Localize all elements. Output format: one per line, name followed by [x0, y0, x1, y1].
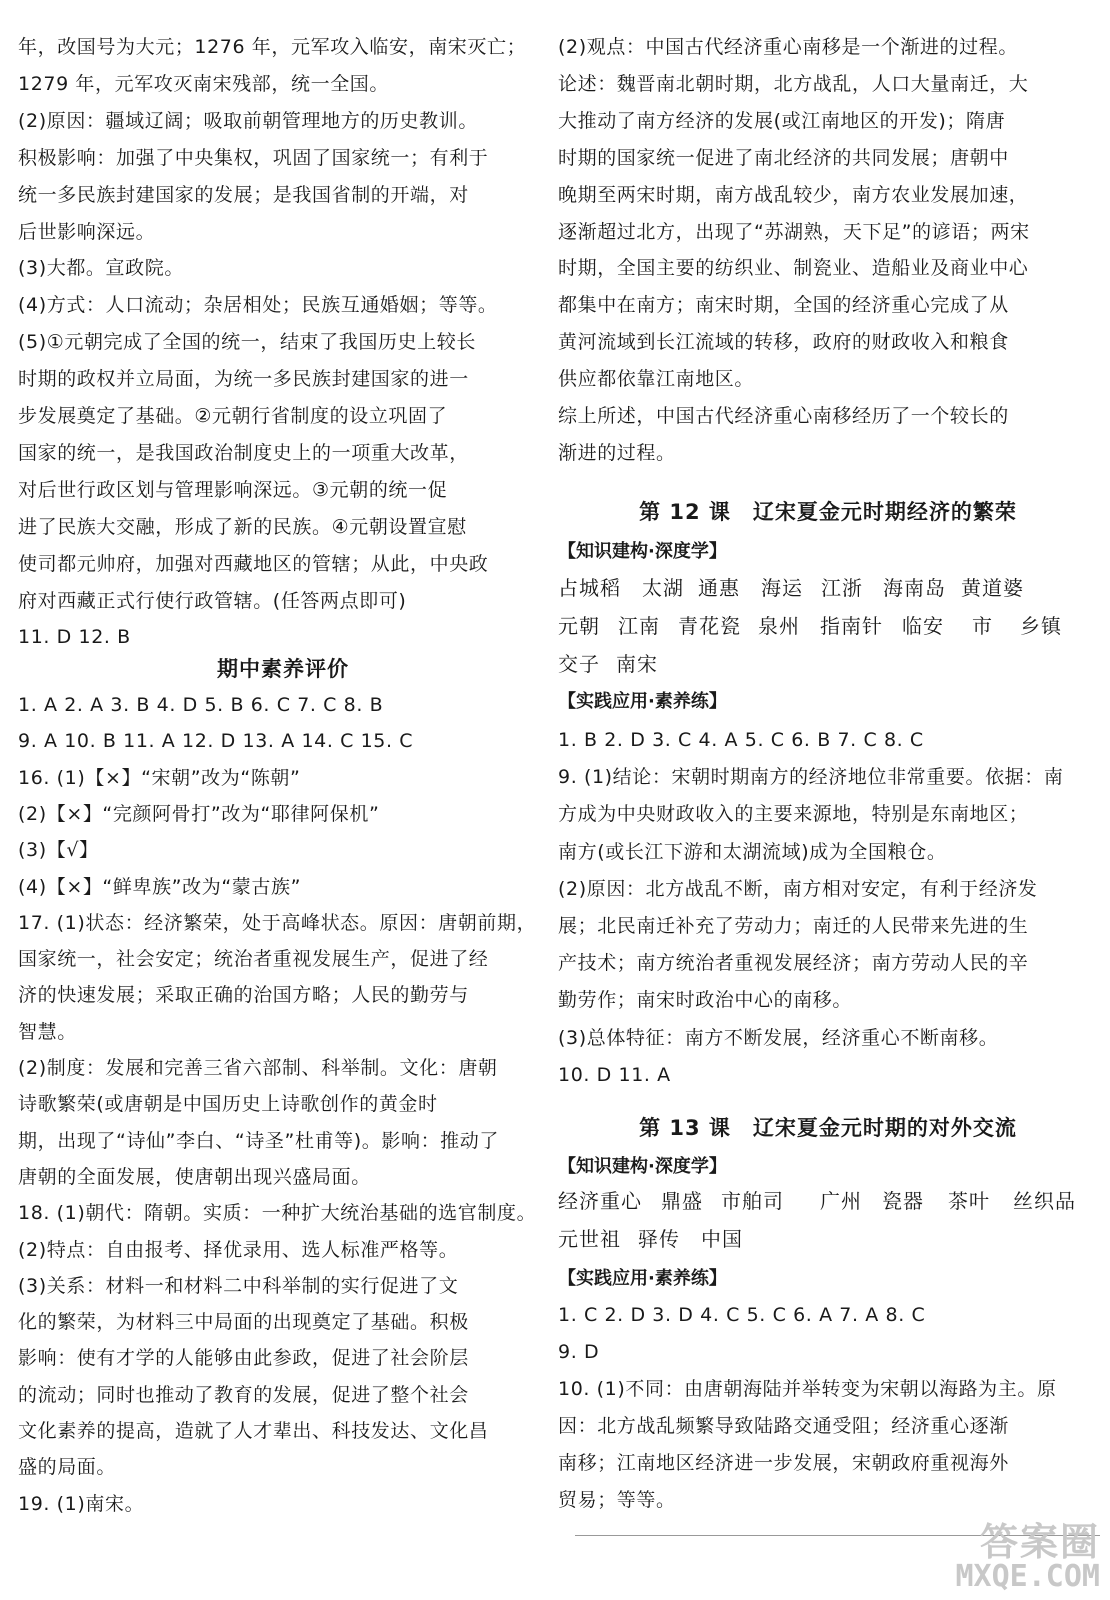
answer-line: 府对西藏正式行使行政管辖。(任答两点即可): [18, 589, 407, 612]
answer-line: 对后世行政区划与管理影响深远。③元朝的统一促: [18, 478, 448, 501]
lesson12-knowledge-section: 【知识建构·深度学】: [558, 541, 727, 562]
answer-line: 展；北民南迁补充了劳动力；南迁的人民带来先进的生: [558, 915, 1029, 937]
midterm-title: 期中素养评价: [217, 657, 349, 681]
answer-line: 贸易；等等。: [558, 1488, 676, 1511]
answer-line: 10. (1)不同：由唐朝海陆并举转变为宋朝以海路为主。原: [558, 1377, 1057, 1400]
keyword: 经济重心: [558, 1189, 642, 1213]
answer-line: 时期的国家统一促进了南北经济的共同发展；唐朝中: [558, 146, 1009, 169]
answer-line: 11. D 12. B: [18, 626, 131, 649]
keyword: 海南岛: [883, 576, 946, 600]
answer-line: 时期，全国主要的纺织业、制瓷业、造船业及商业中心: [558, 257, 1029, 280]
answer-line: 黄河流域到长江流域的转移，政府的财政收入和粮食: [558, 331, 1009, 354]
keyword: 市舶司: [721, 1189, 784, 1213]
keyword-row: [558, 575, 1088, 601]
answer-line: (4)方式：人口流动；杂居相处；民族互通婚姻；等等。: [18, 294, 498, 317]
answer-line: 国家统一，社会安定；统治者重视发展生产，促进了经: [18, 948, 489, 971]
answer-line: (3)【√】: [18, 839, 99, 862]
keyword: 江南: [618, 614, 660, 638]
keyword: 指南针: [820, 614, 883, 638]
keyword: 乡镇: [1020, 614, 1062, 638]
lesson12-practice-section: 【实践应用·素养练】: [558, 691, 727, 712]
lesson12-title: 第 12 课 辽宋夏金元时期经济的繁荣: [639, 500, 1017, 524]
answer-line: 晚期至两宋时期，南方战乱较少，南方农业发展加速，: [558, 183, 1029, 206]
answer-line: 渐进的过程。: [558, 441, 676, 464]
answer-line: 逐渐超过北方，出现了“苏湖熟，天下足”的谚语；两宋: [558, 220, 1030, 243]
keyword: 驿传: [638, 1227, 680, 1251]
answer-line: 积极影响：加强了中央集权，巩固了国家统一；有利于: [18, 146, 489, 169]
keyword-row: [558, 613, 1088, 639]
answer-line: 文化素养的提高，造就了人才辈出、科技发达、文化昌: [18, 1420, 489, 1442]
answer-line: 9. D: [558, 1340, 600, 1363]
keyword: 通惠: [698, 576, 740, 600]
answer-line: 10. D 11. A: [558, 1063, 671, 1086]
keyword: 南宋: [616, 652, 658, 676]
keyword: 丝织品: [1013, 1189, 1076, 1213]
lesson13-title: 第 13 课 辽宋夏金元时期的对外交流: [639, 1116, 1017, 1140]
answer-line: 18. (1)朝代：隋朝。实质：一种扩大统治基础的选官制度。: [18, 1202, 537, 1225]
answer-line: (2)观点：中国古代经济重心南移是一个渐进的过程。: [558, 36, 1018, 58]
answer-line: 产技术；南方统治者重视发展经济；南方劳动人民的辛: [558, 952, 1029, 975]
answer-line: (2)原因：北方战乱不断，南方相对安定，有利于经济发: [558, 877, 1038, 900]
answer-line: (3)总体特征：南方不断发展，经济重心不断南移。: [558, 1026, 999, 1049]
keyword: 茶叶: [948, 1189, 990, 1213]
watermark-top: 答案圈: [979, 1520, 1100, 1564]
answer-line: 1. B 2. D 3. C 4. A 5. C 6. B 7. C 8. C: [558, 729, 924, 751]
answer-line: 智慧。: [18, 1020, 77, 1043]
keyword: 中国: [701, 1227, 743, 1251]
watermark-logo: [956, 1522, 1101, 1592]
answer-line: 化的繁荣，为材料三中局面的出现奠定了基础。积极: [18, 1311, 469, 1334]
answer-line: (3)大都。宣政院。: [18, 257, 184, 280]
answer-line: 1279 年，元军攻灭南宋残部，统一全国。: [18, 72, 389, 95]
answer-line: (2)制度：发展和完善三省六部制、科举制。文化：唐朝: [18, 1057, 498, 1079]
answer-line: 勤劳作；南宋时政治中心的南移。: [558, 989, 853, 1012]
lesson13-practice-section: 【实践应用·素养练】: [558, 1268, 727, 1289]
answer-line: 因：北方战乱频繁导致陆路交通受阻；经济重心逐渐: [558, 1414, 1009, 1437]
keyword: 市: [972, 614, 993, 638]
keyword: 江浙: [821, 576, 863, 600]
answer-line: (2)特点：自由报考、择优录用、选人标准严格等。: [18, 1238, 459, 1261]
answer-line: 年，改国号为大元；1276 年，元军攻入临安，南宋灭亡；: [18, 36, 527, 58]
watermark-bottom: MXQE.COM: [955, 1559, 1100, 1594]
answer-line: 影响：使有才学的人能够由此参政，促进了社会阶层: [18, 1347, 469, 1370]
answer-line: 济的快速发展；采取正确的治国方略；人民的勤劳与: [18, 984, 469, 1007]
keyword: 太湖: [642, 576, 684, 600]
answer-line: 进了民族大交融，形成了新的民族。④元朝设置宣慰: [18, 515, 467, 538]
answer-line: 期，出现了“诗仙”李白、“诗圣”杜甫等)。影响：推动了: [18, 1129, 499, 1152]
answer-line: 16. (1)【×】“宋朝”改为“陈朝”: [18, 766, 301, 789]
answer-line: 方成为中央财政收入的主要来源地，特别是东南地区；: [558, 803, 1029, 826]
answer-line: 时期的政权并立局面，为统一多民族封建国家的进一: [18, 368, 469, 391]
answer-line: 盛的局面。: [18, 1456, 117, 1479]
answer-line: 南移；江南地区经济进一步发展，宋朝政府重视海外: [558, 1451, 1009, 1474]
answer-line: 1. A 2. A 3. B 4. D 5. B 6. C 7. C 8. B: [18, 694, 384, 716]
answer-line: 9. (1)结论：宋朝时期南方的经济地位非常重要。依据：南: [558, 766, 1064, 789]
keyword: 占城稻: [558, 576, 621, 600]
answer-line: 使司都元帅府，加强对西藏地区的管辖；从此，中央政: [18, 552, 489, 575]
answer-line: 9. A 10. B 11. A 12. D 13. A 14. C 15. C: [18, 730, 414, 753]
answer-line: 17. (1)状态：经济繁荣，处于高峰状态。原因：唐朝前期，: [18, 911, 537, 934]
keyword-row: [558, 1188, 1088, 1214]
answer-line: 的流动；同时也推动了教育的发展，促进了整个社会: [18, 1383, 469, 1406]
answer-line: 大推动了南方经济的发展(或江南地区的开发)；隋唐: [558, 109, 1006, 132]
keyword: 元世祖: [558, 1227, 621, 1251]
answer-line: 1. C 2. D 3. D 4. C 5. C 6. A 7. A 8. C: [558, 1304, 926, 1326]
answer-line: 步发展奠定了基础。②元朝行省制度的设立巩固了: [18, 405, 448, 427]
answer-line: 诗歌繁荣(或唐朝是中国历史上诗歌创作的黄金时: [18, 1093, 438, 1116]
answer-line: 唐朝的全面发展，使唐朝出现兴盛局面。: [18, 1165, 371, 1188]
answer-line: 南方(或长江下游和太湖流域)成为全国粮仓。: [558, 840, 947, 863]
keyword: 瓷器: [882, 1189, 924, 1213]
lesson13-knowledge-section: 【知识建构·深度学】: [558, 1156, 727, 1177]
answer-line: (4)【×】“鲜卑族”改为“蒙古族”: [18, 875, 302, 898]
answer-line: 19. (1)南宋。: [18, 1492, 145, 1515]
answer-line: (2)【×】“完颜阿骨打”改为“耶律阿保机”: [18, 802, 380, 825]
answer-line: 统一多民族封建国家的发展；是我国省制的开端，对: [18, 183, 469, 206]
answer-line: (3)关系：材料一和材料二中科举制的实行促进了文: [18, 1274, 459, 1297]
keyword: 临安: [902, 614, 944, 638]
keyword: 海运: [761, 576, 803, 600]
answer-line: 综上所述，中国古代经济重心南移经历了一个较长的: [558, 405, 1009, 427]
answer-line: 后世影响深远。: [18, 220, 156, 243]
keyword: 元朝: [558, 614, 600, 638]
keyword: 广州: [820, 1189, 862, 1213]
keyword-row: [558, 651, 1088, 677]
answer-line: 国家的统一，是我国政治制度史上的一项重大改革，: [18, 441, 469, 464]
keyword: 黄道婆: [961, 576, 1024, 600]
keyword: 泉州: [758, 614, 800, 638]
keyword: 青花瓷: [678, 614, 741, 638]
keyword: 交子: [558, 652, 600, 676]
answer-line: 供应都依靠江南地区。: [558, 368, 755, 391]
answer-line: 都集中在南方；南宋时期，全国的经济重心完成了从: [558, 294, 1009, 317]
answer-line: 论述：魏晋南北朝时期，北方战乱，人口大量南迁，大: [558, 72, 1029, 95]
answer-line: (5)①元朝完成了全国的统一，结束了我国历史上较长: [18, 331, 476, 354]
keyword: 鼎盛: [661, 1189, 703, 1213]
answer-line: (2)原因：疆域辽阔；吸取前朝管理地方的历史教训。: [18, 109, 478, 132]
keyword-row: [558, 1226, 1088, 1252]
